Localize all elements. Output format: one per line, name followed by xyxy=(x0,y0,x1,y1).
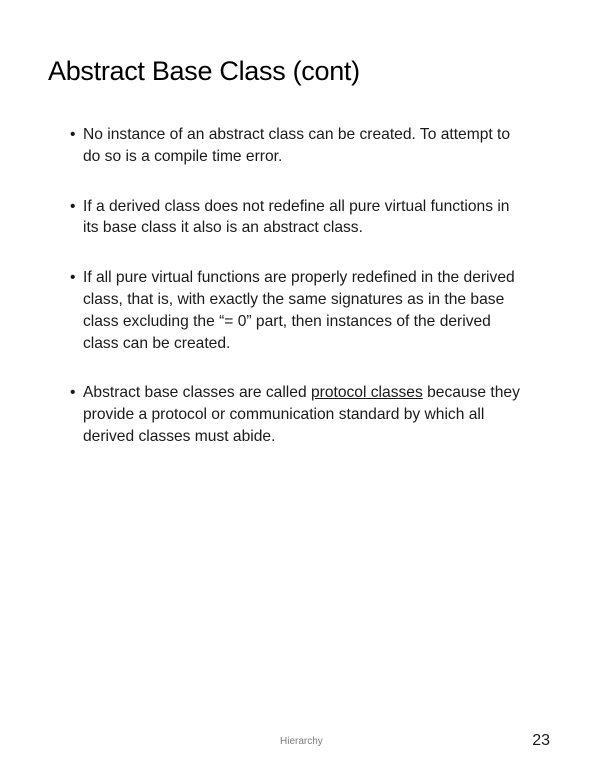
page-title: Abstract Base Class (cont) xyxy=(48,56,360,86)
bullet-item xyxy=(70,267,520,354)
bullet-text: No instance of an abstract class can be created. To attempt to do so is a compile time error. xyxy=(83,126,511,165)
page-number: 23 xyxy=(532,732,550,749)
footer-label: Hierarchy xyxy=(280,736,323,747)
bullet-text: If all pure virtual functions are properly redefined in the derived class, that is, with exactly the same signatures as in the base class excluding the “= 0” part, then instances of the derived class can be created. xyxy=(83,269,515,352)
bullet-text-before: Abstract base classes are called xyxy=(83,384,311,402)
bullet-dot: • xyxy=(70,197,76,215)
bullet-text: If a derived class does not redefine all pure virtual functions in its base class it also is an abstract class. xyxy=(83,197,510,237)
bullet-item xyxy=(70,124,520,168)
bullet-dot: • xyxy=(70,126,76,143)
bullet-list xyxy=(70,124,520,448)
bullet-dot: • xyxy=(70,384,76,402)
bullet-text-after: because they provide a protocol or communication standard by which all derived classes must abide. xyxy=(83,384,520,445)
bullet-dot: • xyxy=(70,269,76,287)
protocol-classes-term: protocol classes xyxy=(310,384,423,402)
bullet-item xyxy=(70,196,520,240)
bullet-item xyxy=(70,382,520,447)
